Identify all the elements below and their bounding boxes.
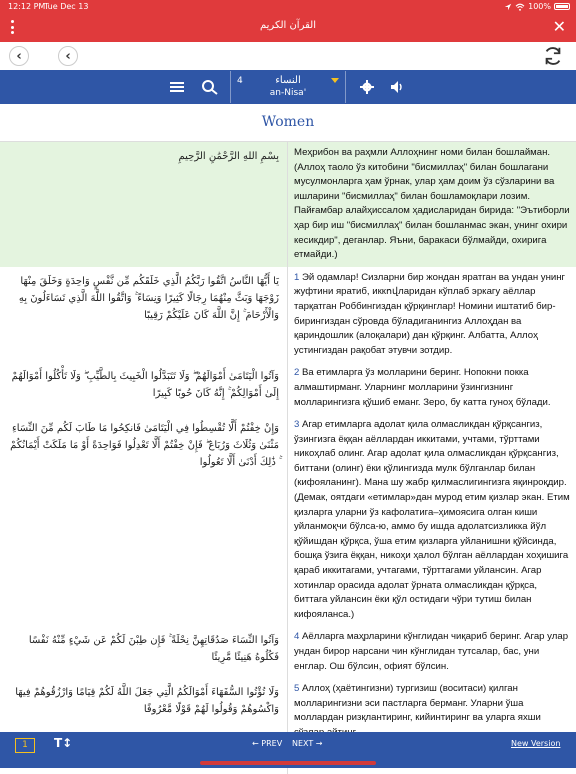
verse-arabic: وَآتُوا النِّسَاءَ صَدُقَاتِهِنَّ نِحْلَةً ۚ فَإِن طِبْنَ لَكُمْ عَن شَيْءٍ مِّنْهُ نَفْسًا فَكُلُوهُ هَنِيئًا مَّرِيئًا [0,626,288,678]
wifi-icon [515,3,525,11]
next-label: NEXT [292,739,314,748]
battery-icon [554,3,570,10]
arrow-right-icon: → [313,739,323,748]
verse-translation [288,267,576,363]
sura-number: 4 [237,76,243,86]
verse-number: 3 [294,419,300,431]
verse-text: Ва етимларга ўз молларини беринг. Нопокни покка алмаштирманг. Уларнинг молларини ўзингизнинг молларингизга қўшиб еманг. Зеро, бу катта гуноҳ бўлади. [294,367,551,408]
nav-row [0,42,576,70]
bismillah-row[interactable] [0,142,576,267]
verse-number: 5 [294,683,300,695]
close-icon[interactable]: ✕ [552,17,566,36]
refresh-icon[interactable] [542,45,564,67]
verse-translation [288,142,576,267]
back-button[interactable]: ‹ [9,46,29,66]
verse-arabic: وَآتُوا الْيَتَامَىٰ أَمْوَالَهُمْ ۖ وَلَا تَتَبَدَّلُوا الْخَبِيثَ بِالطَّيِّبِ ۖ وَلَا تَأْكُلُوا أَمْوَالَهُمْ إِلَىٰ أَمْوَالِكُمْ ۚ إِنَّهُ كَانَ حُوبًا كَبِيرًا [0,362,288,414]
verse-text: Агар етимларга адолат қила олмасликдан қўрқсангиз, ўзингизга ёққан аёллардан иккитами, учтами, тўрттами никоҳлаб олинг. Агар адолат қила олмасликдан қўрқсангиз, биттани (олинг) ёки қўлингизда мулк бўлганлар билан (кифояланинг). Мана шу жабр қилмаслигингизга яқинроқдир. (Демак, оятдаги «етимлар»дан мурод етим қизлар экан. Етим қизларга уларни ўз кафолатига–ҳимоясига олган киши уйланмоқчи бўлса-ю, аммо бу ишда адолатсизликка йўл қўйишдан қўрқса, ўша етим қизларга уйланишни қўйсинда, бошқа ўзига ёққан, никоҳи ҳалол бўлган аёллардан хоҳишига қараб иккитагами, учтагами, тўрттагами уйлансин. Агар хотинлар орасида адолат ўрната олмасликдан қўрқса, биттага уйлансин ёки қўл остидаги чўри тутиш билан кифояланса.) [294,419,570,620]
verse-arabic: بِسْمِ اللهِ الرَّحْمَٰنِ الرَّحِيمِ [0,142,288,267]
verse-arabic: وَإِنْ خِفْتُمْ أَلَّا تُقْسِطُوا فِي الْيَتَامَىٰ فَانكِحُوا مَا طَابَ لَكُم مِّنَ النِّسَاءِ مَثْنَىٰ وَثُلَاثَ وَرُبَاعَ ۖ فَإِنْ خِفْتُمْ أَلَّا تَعْدِلُوا فَوَاحِدَةً أَوْ مَا مَلَكَتْ أَيْمَانُكُمْ ۚ ذَٰلِكَ أَدْنَىٰ أَلَّا تَعُولُوا [0,414,288,626]
next-button[interactable] [292,739,323,748]
verse-number: 4 [294,631,300,643]
verse-arabic: يَا أَيُّهَا النَّاسُ اتَّقُوا رَبَّكُمُ الَّذِي خَلَقَكُم مِّن نَّفْسٍ وَاحِدَةٍ وَخَلَقَ مِنْهَا زَوْجَهَا وَبَثَّ مِنْهُمَا رِجَالًا كَثِيرًا وَنِسَاءً ۚ وَاتَّقُوا اللَّهَ الَّذِي تَسَاءَلُونَ بِهِ وَالْأَرْحَامَ ۚ إِنَّ اللَّهَ كَانَ عَلَيْكُمْ رَقِيبًا [0,267,288,363]
verse-text: Аёлларга маҳрларини кўнглидан чиқариб беринг. Агар улар ундан бирор нарсани чин кўнглидан тутсалар, бас, уни енглар. Ош бўлсин, офият бўлсин. [294,631,569,672]
text-size-icon[interactable]: T↕ [54,736,73,750]
prev-label: PREV [261,739,283,748]
gear-icon[interactable] [358,79,376,95]
new-version-link[interactable]: New Version [511,739,561,748]
sura-selector[interactable] [230,71,346,103]
verse-translation [288,414,576,626]
verse-row[interactable] [0,414,576,626]
status-time: 12:12 PM [8,2,46,11]
menu-icon[interactable] [168,79,186,95]
sura-name-latin: an-Nisa' [269,88,307,98]
verse-text: Меҳрибон ва раҳмли Аллоҳнинг номи билан бошлайман. (Аллоҳ таоло ўз китобини "бисмиллаҳ" билан бошлагани мусулмонларга ҳам ўрнак, улар ҳам доим ўз сўзларини ва ишларини "бисмиллаҳ" билан бошламоқлари лозим. Пайғамбар алайҳиссалом ҳадисларидан бирида: "Эътиборли ҳар бир иш "бисмиллаҳ" билан бошланмас экан, унинг охири кесикдир", деганлар. Яъни, баракаси бўлмайди, охирига етмайди.) [294,147,570,261]
home-indicator[interactable] [200,761,376,765]
location-icon [504,3,512,11]
app-title: القرآن الكريم [259,20,316,31]
status-indicators [504,2,570,11]
arrow-left-icon: ← [252,739,262,748]
sura-name-arabic: النساء [275,75,301,86]
app-header [0,0,576,42]
surah-title: Women [261,114,315,130]
toolbar [0,70,576,104]
verse-list [0,142,576,732]
verse-row[interactable] [0,267,576,363]
battery-percent: 100% [528,2,551,11]
verse-number: 2 [294,367,300,379]
verse-arabic: وَلَا تُؤْتُوا السُّفَهَاءَ أَمْوَالَكُمُ الَّتِي جَعَلَ اللَّهُ لَكُمْ قِيَامًا وَارْزُقُوهُمْ فِيهَا وَاكْسُوهُمْ وَقُولُوا لَهُمْ قَوْلًا مَّعْرُوفًا [0,678,288,744]
speaker-icon[interactable] [389,79,407,95]
verse-number: 1 [294,271,300,283]
verse-row[interactable] [0,626,576,678]
verse-text: Эй одамлар! Сизларни бир жондан яратган ва ундан унинг жуфтини яратиб, иккովларидан кўплаб эркагу аёллар тарқатган Роббингиздан қўрқинглар! Номини иштатиб бир-бирингиздан сўровда бўладиганингиз Аллоҳдан ва қариндошлик (алоқалари) дан қўрқинг. Албатта, Аллоҳ устингиздан рақобат этувчи зотдир. [294,271,566,356]
previous-button[interactable]: ‹ [58,46,78,66]
verse-translation [288,626,576,678]
dropdown-caret-icon [331,78,339,83]
search-icon[interactable] [201,79,219,95]
verse-translation [288,362,576,414]
status-date: Tue Dec 13 [44,2,89,11]
verse-row[interactable] [0,362,576,414]
verse-text: Аллоҳ (ҳаётингизни) тургизиш (воситаси) қилган молларингизни эси пастларга берманг. Уларни ўша моллардан ризқлантиринг, кийинтиринг ва уларга яхши [294,683,541,724]
prev-button[interactable] [252,739,282,748]
page-number-box[interactable]: 1 [15,738,35,753]
